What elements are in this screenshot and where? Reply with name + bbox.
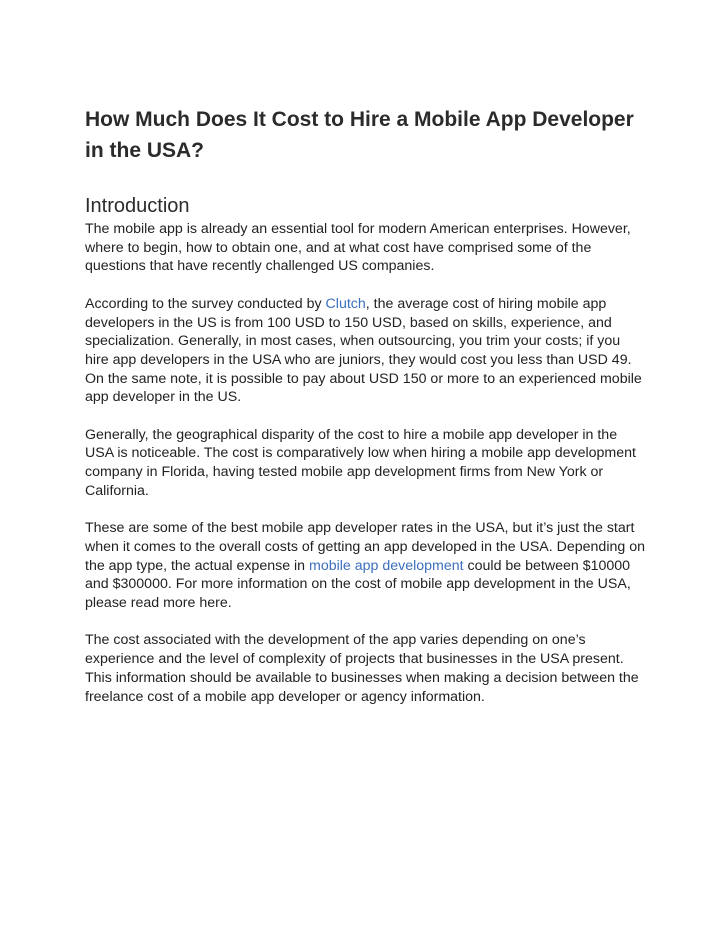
section-heading-introduction: Introduction <box>85 195 190 217</box>
paragraph-2 <box>85 295 645 407</box>
clutch-link[interactable]: Clutch <box>325 295 366 312</box>
page-title: How Much Does It Cost to Hire a Mobile App Developer in the USA? <box>85 108 634 162</box>
mobile-app-development-link[interactable]: mobile app development <box>309 557 464 574</box>
paragraph-4-text-end: could be between $10000 and $300000. For more information on the cost of mobile app development in the USA, please read more here. <box>85 557 631 612</box>
paragraph-4-text-start: These are some of the best mobile app developer rates in the USA, but it’s just the start when it comes to the overall costs of getting an app developed in the USA. Depending on the app type, the actual expense in <box>85 520 645 574</box>
paragraph-3: Generally, the geographical disparity of the cost to hire a mobile app developer in the USA is noticeable. The cost is comparatively low when hiring a mobile app development company in Florida, having tested mobile app development firms from New York or California. <box>85 426 636 499</box>
paragraph-1: The mobile app is already an essential tool for modern American enterprises. However, where to begin, how to obtain one, and at what cost have comprised some of the questions that have recently challenged US companies. <box>85 221 631 275</box>
paragraph-5: The cost associated with the development of the app varies depending on one’s experience and the level of complexity of projects that businesses in the USA present. This information should be available to businesses when making a decision between the freelance cost of a mobile app developer or agency information. <box>85 632 639 705</box>
document-page <box>85 104 645 725</box>
paragraph-4 <box>85 519 645 613</box>
paragraph-2-text-end: , the average cost of hiring mobile app developers in the US is from 100 USD to 150 USD, based on skills, experience, and specialization. Generally, in most cases, when outsourcing, you trim your costs; if you hire app developers in the USA who are juniors, they would cost you less than USD 49. On the same note, it is possible to pay about USD 150 or more to an experienced mobile app developer in the US. <box>85 295 642 406</box>
paragraph-2-text-start: According to the survey conducted by <box>85 295 326 312</box>
